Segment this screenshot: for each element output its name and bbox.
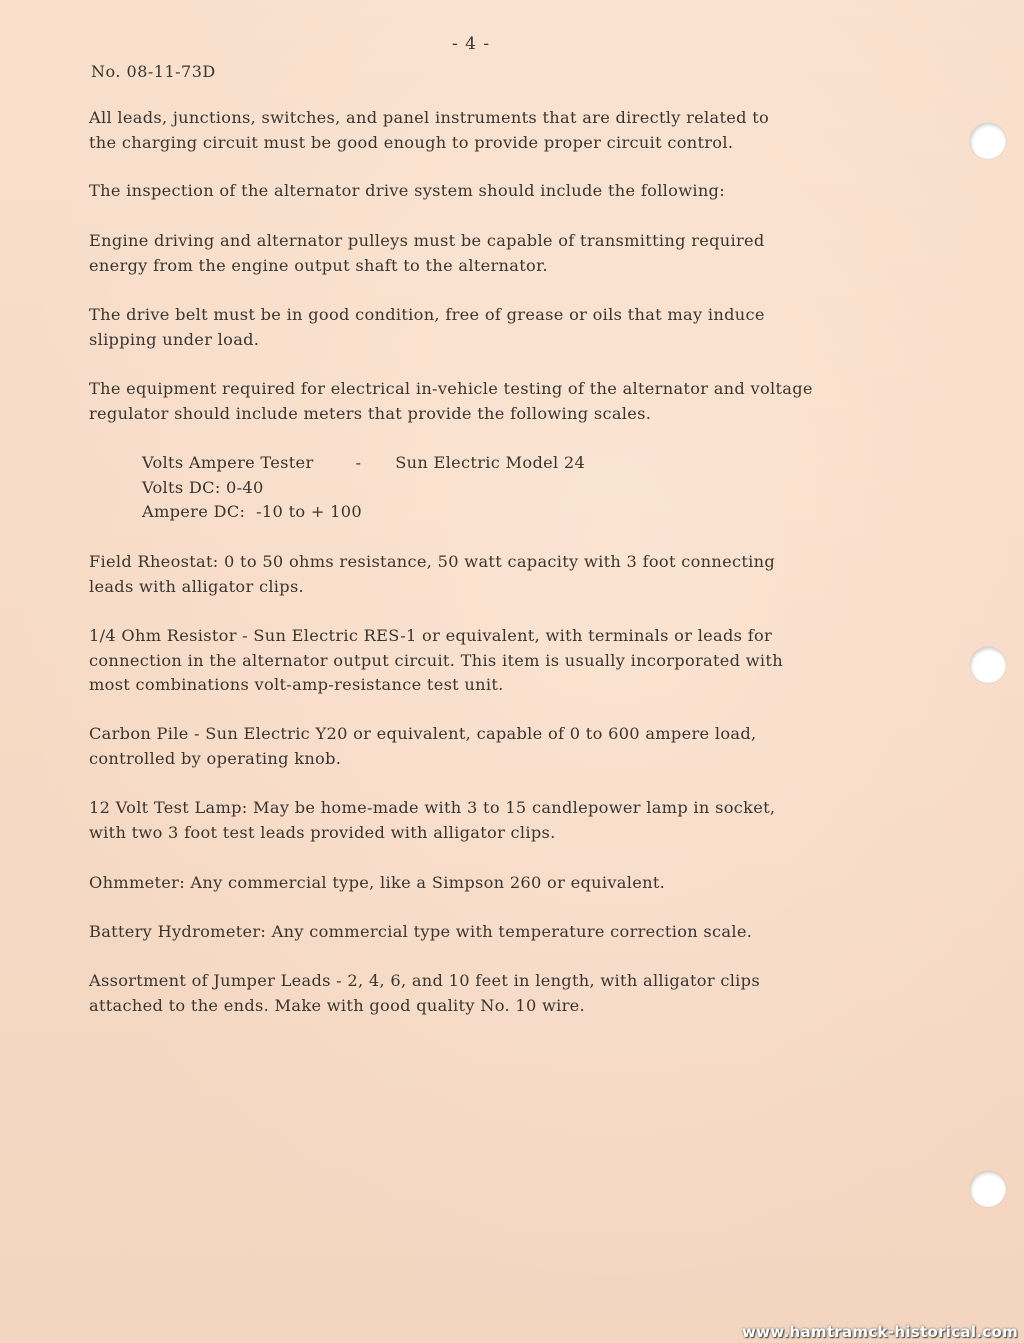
spec-tester-model: Sun Electric Model 24	[395, 453, 586, 472]
paragraph-field-rheostat	[89, 550, 869, 599]
page-number: - 4 -	[452, 34, 491, 54]
punch-hole	[970, 647, 1006, 683]
text-line: Engine driving and alternator pulleys must be capable of transmitting required	[89, 231, 765, 250]
punch-hole	[970, 1171, 1006, 1207]
paragraph-test-lamp	[89, 796, 869, 845]
text-line: All leads, junctions, switches, and panel instruments that are directly related to	[89, 108, 770, 127]
text-line: attached to the ends. Make with good quality No. 10 wire.	[89, 995, 585, 1015]
text-line: Battery Hydrometer: Any commercial type with temperature correction scale.	[89, 922, 753, 941]
text-line: regulator should include meters that provide the following scales.	[89, 403, 652, 423]
text-line: controlled by operating knob.	[89, 748, 342, 768]
text-line: Assortment of Jumper Leads - 2, 4, 6, and 10 feet in length, with alligator clips	[89, 971, 760, 990]
text-line: leads with alligator clips.	[89, 576, 304, 596]
paragraph-jumper-leads	[89, 969, 869, 1018]
paragraph-inspection-intro	[89, 179, 869, 204]
text-line: the charging circuit must be good enough to provide proper circuit control.	[89, 132, 734, 152]
paragraph-pulleys	[89, 229, 869, 278]
paragraph-drive-belt	[89, 303, 869, 352]
paragraph-ohmmeter	[89, 871, 869, 896]
text-line: Carbon Pile - Sun Electric Y20 or equivalent, capable of 0 to 600 ampere load,	[89, 724, 757, 743]
spec-volts-dc: Volts DC: 0-40	[142, 478, 264, 497]
text-line: 12 Volt Test Lamp: May be home-made with 3 to 15 candlepower lamp in socket,	[89, 798, 776, 817]
text-line: slipping under load.	[89, 329, 260, 349]
spec-tester-label: Volts Ampere Tester	[142, 453, 314, 472]
text-line: Ohmmeter: Any commercial type, like a Simpson 260 or equivalent.	[89, 873, 666, 892]
punch-hole	[970, 123, 1006, 159]
text-line: most combinations volt-amp-resistance test unit.	[89, 675, 504, 694]
spec-ampere-dc: Ampere DC: -10 to + 100	[142, 502, 362, 521]
text-line: with two 3 foot test leads provided with alligator clips.	[89, 822, 556, 842]
text-line: connection in the alternator output circuit. This item is usually incorporated with	[89, 650, 783, 670]
text-line: The drive belt must be in good condition, free of grease or oils that may induce	[89, 305, 765, 324]
spec-tester-line	[142, 451, 585, 476]
paragraph-hydrometer	[89, 920, 869, 945]
text-line: energy from the engine output shaft to the alternator.	[89, 255, 548, 275]
spec-tester-dash: -	[355, 453, 362, 472]
text-line: The equipment required for electrical in-vehicle testing of the alternator and voltage	[89, 379, 813, 398]
paragraph-equipment-required	[89, 377, 869, 426]
site-watermark: www.hamtramck-historical.com	[742, 1323, 1018, 1341]
document-number: No. 08-11-73D	[91, 62, 216, 81]
paragraph-carbon-pile	[89, 722, 869, 771]
text-line: Field Rheostat: 0 to 50 ohms resistance, 50 watt capacity with 3 foot connecting	[89, 552, 776, 571]
paragraph-ohm-resistor	[89, 624, 869, 698]
paragraph-leads-junctions	[89, 106, 869, 155]
text-line: 1/4 Ohm Resistor - Sun Electric RES-1 or equivalent, with terminals or leads for	[89, 626, 773, 645]
text-line: The inspection of the alternator drive system should include the following:	[89, 181, 725, 200]
